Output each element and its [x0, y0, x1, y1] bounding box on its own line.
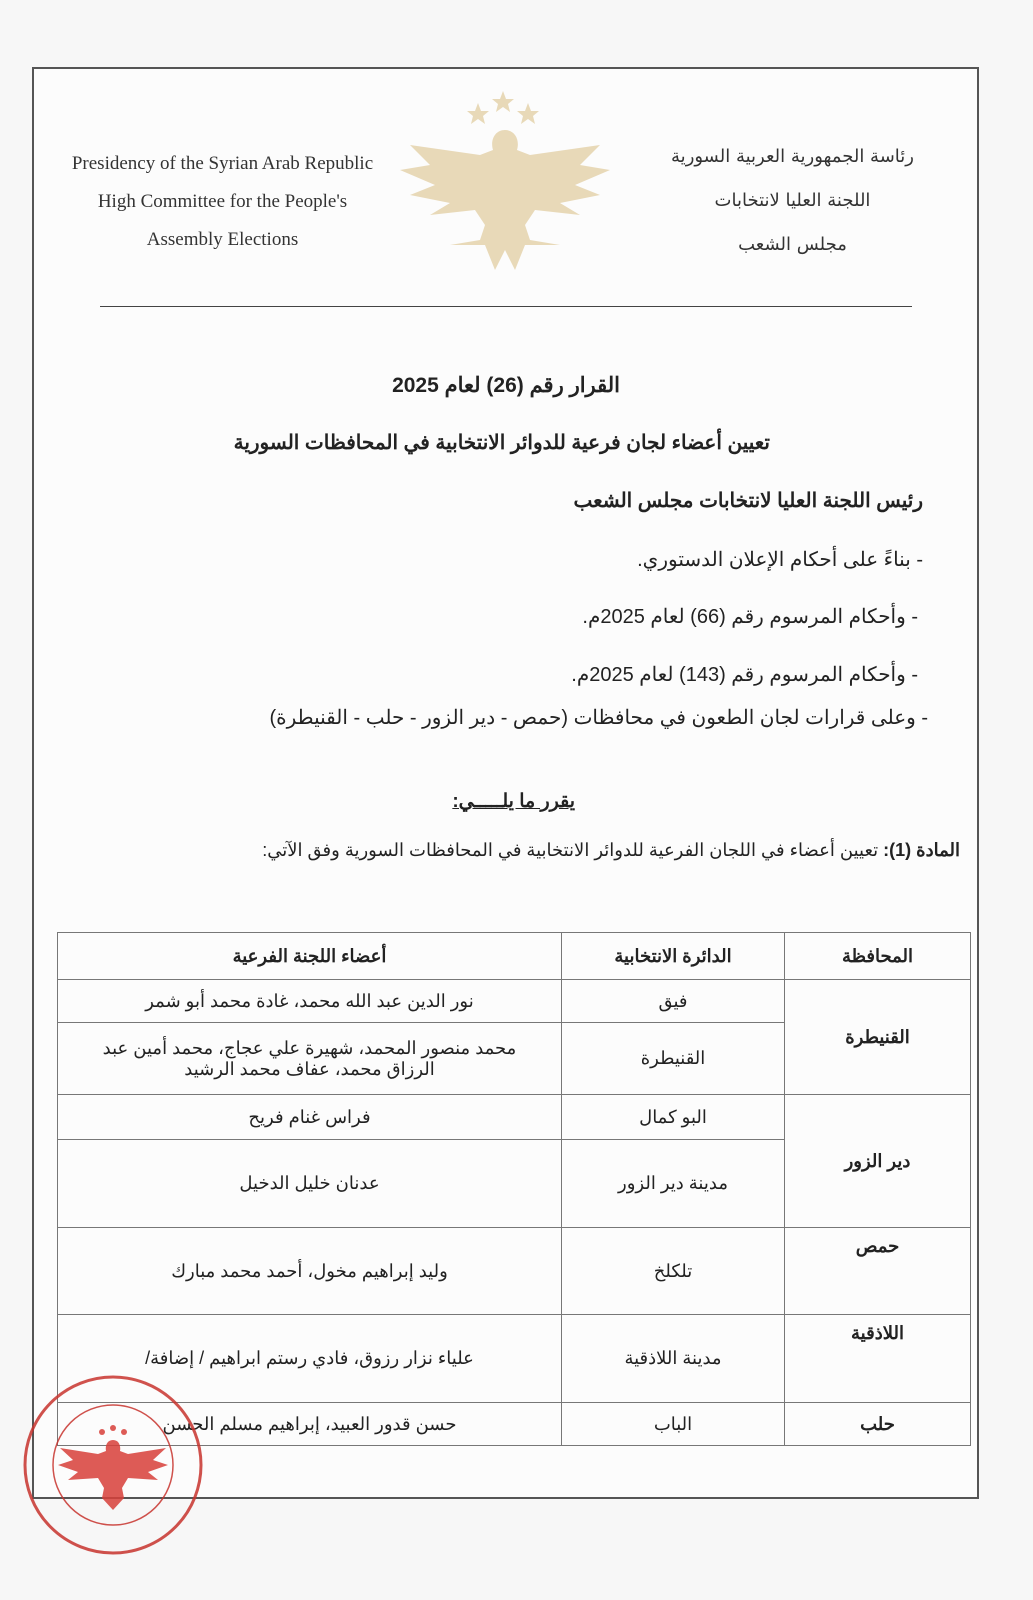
- governorate-cell: القنيطرة: [785, 980, 971, 1095]
- district-cell: مدينة دير الزور: [562, 1140, 785, 1228]
- decides-heading: يقرر ما يلـــــي:: [452, 791, 575, 812]
- members-cell: وليد إبراهيم مخول، أحمد محمد مبارك: [58, 1228, 562, 1315]
- letterhead-line: مجلس الشعب: [738, 234, 847, 255]
- governorate-cell: اللاذقية: [785, 1315, 971, 1403]
- letterhead-line: Assembly Elections: [146, 229, 299, 250]
- table-row: [58, 980, 971, 1023]
- district-cell: البو كمال: [562, 1095, 785, 1140]
- english-letterhead: [55, 145, 390, 259]
- preamble-item: - بناءً على أحكام الإعلان الدستوري.: [637, 549, 923, 571]
- preamble-item: - وأحكام المرسوم رقم (143) لعام 2025م.: [571, 664, 918, 686]
- header-district: الدائرة الانتخابية: [562, 933, 785, 980]
- preamble-item: - وأحكام المرسوم رقم (66) لعام 2025م.: [582, 606, 918, 628]
- header-members: أعضاء اللجنة الفرعية: [58, 933, 562, 980]
- governorate-cell: حمص: [785, 1228, 971, 1315]
- letterhead-line: High Committee for the People's: [97, 191, 348, 212]
- letterhead-line: Presidency of the Syrian Arab Republic: [71, 153, 374, 174]
- district-cell: الباب: [562, 1403, 785, 1446]
- article-label: المادة (1):: [883, 840, 960, 860]
- article-1: [262, 840, 960, 861]
- arabic-letterhead: [650, 135, 935, 267]
- official-stamp-icon: [18, 1370, 208, 1560]
- district-cell: مدينة اللاذقية: [562, 1315, 785, 1403]
- members-cell: عدنان خليل الدخيل: [58, 1140, 562, 1228]
- decision-subject: تعيين أعضاء لجان فرعية للدوائر الانتخابية في المحافظات السورية: [233, 432, 770, 454]
- table-row: [58, 1228, 971, 1315]
- district-cell: فيق: [562, 980, 785, 1023]
- district-cell: القنيطرة: [562, 1023, 785, 1095]
- preamble-item: - وعلى قرارات لجان الطعون في محافظات (حمص - دير الزور - حلب - القنيطرة): [269, 707, 928, 729]
- members-cell: فراس غنام فريح: [58, 1095, 562, 1140]
- members-cell: علياء نزار رزوق، فادي رستم ابراهيم / إضافة/: [58, 1315, 562, 1403]
- governorate-cell: حلب: [785, 1403, 971, 1446]
- header-governorate: المحافظة: [785, 933, 971, 980]
- district-cell: تلكلخ: [562, 1228, 785, 1315]
- table-row: [58, 1095, 971, 1140]
- table-header-row: [58, 933, 971, 980]
- header-divider: [100, 306, 912, 307]
- decision-issuer: رئيس اللجنة العليا لانتخابات مجلس الشعب: [573, 490, 923, 512]
- members-cell: محمد منصور المحمد، شهيرة علي عجاج، محمد أمين عبد الرزاق محمد، عفاف محمد الرشيد: [58, 1023, 562, 1095]
- governorate-cell: دير الزور: [785, 1095, 971, 1228]
- members-cell: نور الدين عبد الله محمد، غادة محمد أبو شمر: [58, 980, 562, 1023]
- article-text: تعيين أعضاء في اللجان الفرعية للدوائر الانتخابية في المحافظات السورية وفق الآتي:: [262, 840, 879, 860]
- decision-title: القرار رقم (26) لعام 2025: [392, 374, 620, 397]
- letterhead-line: رئاسة الجمهورية العربية السورية: [671, 146, 914, 167]
- committees-table: [57, 932, 971, 1446]
- eagle-emblem-icon: [390, 85, 620, 275]
- letterhead-line: اللجنة العليا لانتخابات: [714, 190, 871, 211]
- members-cell: حسن قدور العبيد، إبراهيم مسلم الحسن: [58, 1403, 562, 1446]
